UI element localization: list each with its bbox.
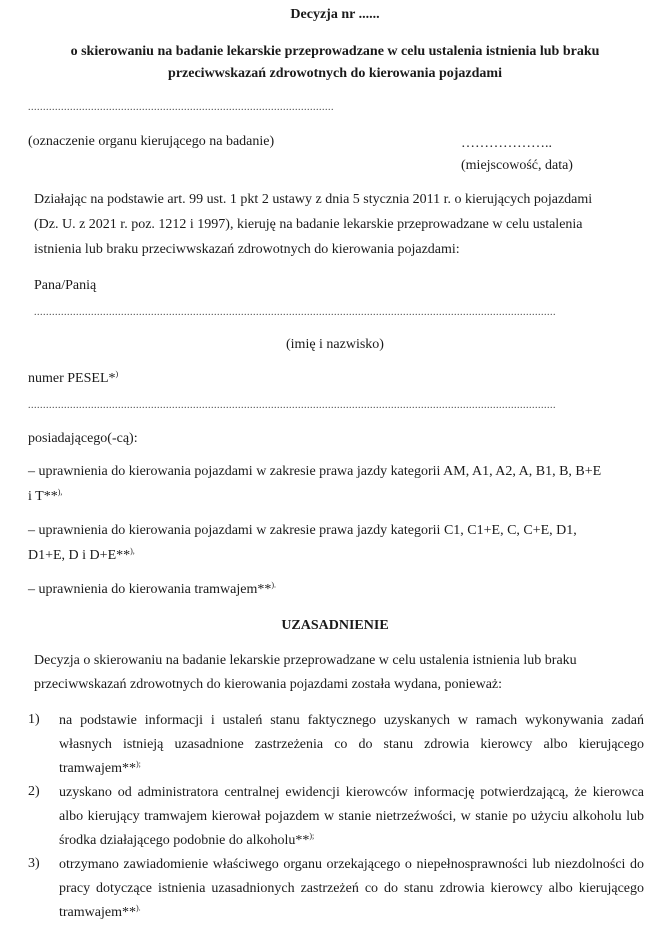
- intro-line-2: (Dz. U. z 2021 r. poz. 1212 i 1997), kieruję na badanie lekarskie przeprowadzane w celu ustalenia: [34, 217, 583, 232]
- name-label: (imię i nazwisko): [286, 337, 384, 352]
- reason-number: 3): [28, 856, 40, 871]
- holding-label: posiadającego(-cą):: [28, 431, 138, 446]
- document-subtitle-line-2: przeciwwskazań zdrowotnych do kierowania pojazdami: [168, 66, 502, 81]
- pesel-label: numer PESEL*): [28, 369, 119, 386]
- reason-number: 2): [28, 784, 40, 799]
- reason-text: otrzymano zawiadomienie właściwego organu orzekającego o niepełnosprawności lub niezdolności do pracy dotyczące istnienia uzasadnionych zastrzeżeń co do stanu zdrowia kierowcy albo kierującego tramwajem**).: [59, 857, 644, 920]
- entitlement-2-line-1: – uprawnienia do kierowania pojazdami w zakresie prawa jazdy kategorii C1, C1+E, C, C+E, D1,: [28, 523, 577, 538]
- name-dots: ..............................................................................................................................................................................: [34, 307, 556, 318]
- place-date-dots: ………………..: [461, 136, 552, 151]
- pesel-dots: ................................................................................................................................................................................: [28, 400, 556, 411]
- entitlement-3: – uprawnienia do kierowania tramwajem**).: [28, 580, 277, 597]
- intro-line-3: istnienia lub braku przeciwwskazań zdrowotnych do kierowania pojazdami:: [34, 242, 460, 257]
- reason-number: 1): [28, 712, 40, 727]
- salutation: Pana/Panią: [34, 278, 97, 293]
- place-date-label: (miejscowość, data): [461, 158, 573, 173]
- document-title: Decyzja nr ......: [290, 7, 380, 22]
- reason-text: uzyskano od administratora centralnej ewidencji kierowców informację potwierdzającą, że kierowca albo kierujący tramwajem kierował pojazdem w stanie nietrzeźwości, w stanie po użyciu alkoholu lub środka działającego podobnie do alkoholu**);: [59, 785, 644, 848]
- reason-text: na podstawie informacji i ustaleń stanu faktycznego uzyskanych w ramach wykonywania zadań własnych istnieją uzasadnione zastrzeżenia co do stanu zdrowia kierowcy albo kierującego tramwajem**);: [59, 713, 644, 776]
- organ-label: (oznaczenie organu kierującego na badanie): [28, 134, 275, 149]
- document-subtitle-line-1: o skierowaniu na badanie lekarskie przeprowadzane w celu ustalenia istnienia lub braku: [70, 44, 600, 59]
- legal-basis-reference: art. 99 ust. 1 pkt 2: [167, 192, 269, 207]
- justification-line-2: przeciwwskazań zdrowotnych do kierowania pojazdami została wydana, ponieważ:: [34, 677, 503, 692]
- entitlement-2-line-2: D1+E, D i D+E**),: [28, 546, 135, 563]
- entitlement-1-line-1: – uprawnienia do kierowania pojazdami w zakresie prawa jazdy kategorii AM, A1, A2, A, B1, B, B+E: [28, 464, 602, 479]
- intro-line-1: Działając na podstawie art. 99 ust. 1 pkt 2 ustawy z dnia 5 stycznia 2011 r. o kierujących pojazdami: [34, 192, 593, 207]
- organ-dots: ......................................................................................................: [28, 102, 334, 113]
- justification-heading: UZASADNIENIE: [281, 618, 389, 633]
- justification-line-1: Decyzja o skierowaniu na badanie lekarskie przeprowadzane w celu ustalenia istnienia lub braku: [34, 653, 577, 668]
- entitlement-1-line-2: i T**),: [28, 487, 63, 504]
